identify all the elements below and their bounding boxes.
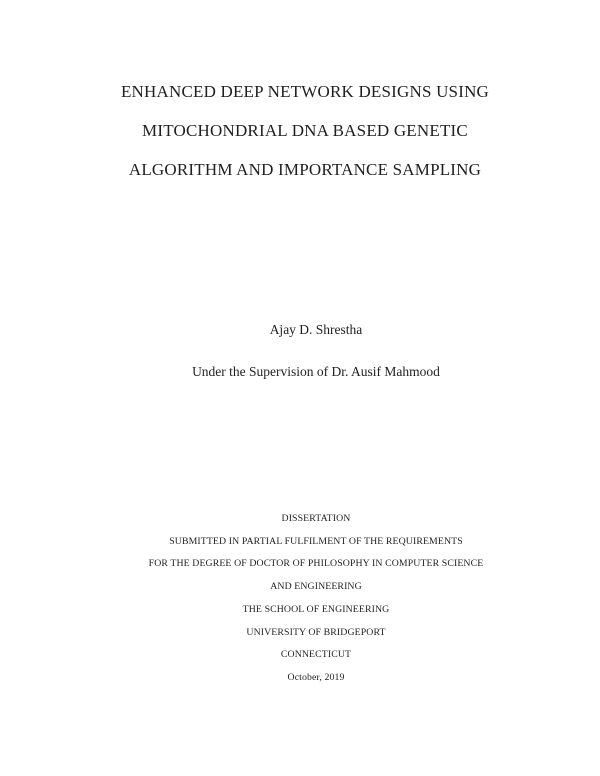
imprint-state: CONNECTICUT [280,649,352,661]
imprint-degree: FOR THE DEGREE OF DOCTOR OF PHILOSOPHY IN COMPUTER SCIENCE [148,558,484,570]
author-name: Ajay D. Shrestha [269,322,363,337]
imprint-dissertation: DISSERTATION [281,513,351,524]
title-line-1: ENHANCED DEEP NETWORK DESIGNS USING [120,82,490,101]
imprint-block [0,508,600,690]
imprint-and-engineering: AND ENGINEERING [270,581,362,593]
title-line-2: MITOCHONDRIAL DNA BASED GENETIC [142,121,468,140]
imprint-university: UNIVERSITY OF BRIDGEPORT [246,626,386,638]
imprint-submitted: SUBMITTED IN PARTIAL FULFILMENT OF THE REQUIREMENTS [169,535,463,547]
imprint-date: October, 2019 [287,671,345,683]
supervision-line: Under the Supervision of Dr. Ausif Mahmood [192,364,440,379]
title-line-3: ALGORITHM AND IMPORTANCE SAMPLING [128,160,482,179]
imprint-school: THE SCHOOL OF ENGINEERING [242,603,390,615]
dissertation-title [0,72,600,189]
